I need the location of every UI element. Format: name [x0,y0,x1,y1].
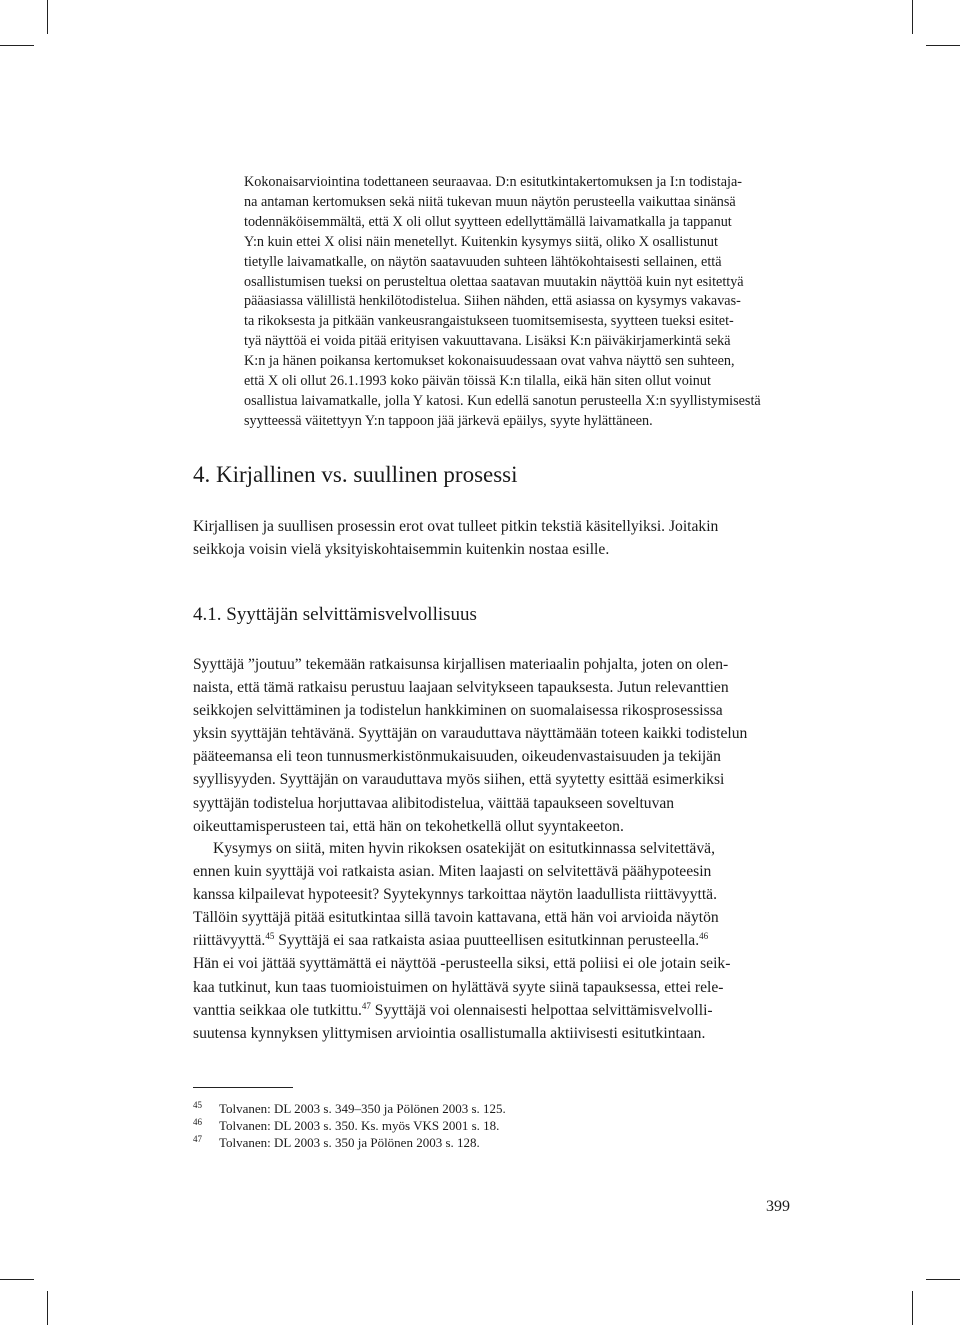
quote-line: tietylle laivamatkalle, on näytön saatavuuden suhteen lähtökohtaisesti sellainen, että [244,253,722,270]
quote-line: tyä näyttöä ei voida pitää erityisen vakuuttavana. Lisäksi K:n päiväkirjamerkintä sekä [244,333,731,350]
body-line: Syyttäjä ”joutuu” tekemään ratkaisunsa kirjallisen materiaalin pohjalta, joten on olen- [193,656,729,673]
body-line: kaa tutkinut, kun taas tuomioistuimen on hylättävä syyte siinä tapauksessa, ettei rele- [193,978,724,996]
body-line: syyllisyyden. Syyttäjän on varauduttava myös siihen, että syytetty esittää esimerkiksi [193,771,725,789]
quote-line: pääasiassa välillistä henkilötodistelua. Siihen nähden, että asiassa on kysymys vakavas- [244,293,741,310]
body-line: Kirjallisen ja suullisen prosessin erot ovat tulleet pitkin tekstiä käsitellyiksi. Joitakin [193,518,719,535]
body-line [193,999,793,1022]
body-line: Tällöin syyttäjä pitää esitutkintaa sillä tavoin kattavana, että hän voi arvioida näytön [193,909,719,927]
footnote-number: 47 [193,1134,202,1144]
body-text: Syyttäjä ei saa ratkaista asiaa puutteellisen esitutkinnan perusteella. [274,932,700,950]
body-line: yksin syyttäjän tehtävänä. Syyttäjän on varauduttava näyttämään toteen kaikki todistelun [193,725,748,743]
body-text: riittävyyttä. [193,932,266,950]
quote-line: osallistua laivamatkalle, jolla Y katosi. Kun edellä sanotun perusteella X:n syyllistymisestä [244,392,761,409]
body-line: seikkojen selvittäminen ja todistelun hankkiminen on suomalaisessa rikosprosessissa [193,702,723,720]
footnote-rule [193,1087,293,1088]
body-line: pääteemansa eli teon tunnusmerkistönmukaisuuden, oikeudenvastaisuuden ja tekijän [193,748,721,766]
footnote-text: Tolvanen: DL 2003 s. 349–350 ja Pölönen 2003 s. 125. [219,1101,506,1116]
section-4-1-paragraph-1 [193,653,793,838]
quote-line: syytteessä väitettyyn Y:n tappoon jää järkevä epäilys, syyte hylättäneen. [244,412,653,429]
body-line: syyttäjän todistelua horjuttavaa alibitodistelua, väittää tapaukseen soveltuvan [193,794,675,812]
body-line: naista, että tämä ratkaisu perustuu laajaan selvitykseen tapauksesta. Jutun relevanttien [193,679,729,697]
section-heading-4: 4. Kirjallinen vs. suullinen prosessi [193,462,518,487]
section-heading-4-1: 4.1. Syyttäjän selvittämisvelvollisuus [193,604,477,625]
quote-line: osallistumisen tueksi on perusteltua olettaa saatavan muutakin näyttöä kuin nyt esitettyä [244,273,744,290]
body-text: Syyttäjä voi olennaisesti helpottaa selvittämisvelvolli- [370,1001,713,1019]
quote-line: että X oli ollut 26.1.1993 koko päivän töissä K:n tilalla, eikä hän siten ollut voinut [244,373,711,390]
quote-line: todennäköisemmältä, että X oli ollut syytteen edellyttämällä laivamatkalla ja tappanut [244,213,732,230]
body-line: oikeuttamisperusteen tai, että hän on tekohetkellä ollut syyntakeeton. [193,817,624,835]
page-number: 399 [766,1198,790,1215]
quote-line: Y:n kuin ettei X olisi näin menetellyt. Kuitenkin kysymys siitä, oliko X osallistunut [244,233,718,250]
footnote-number: 46 [193,1117,202,1127]
footnote-ref-46[interactable]: 46 [699,931,709,942]
body-line: kanssa kilpailevat hypoteesit? Syytekynnys tarkoittaa näytön laadullista riittävyyttä. [193,886,717,904]
body-line: Hän ei voi jättää syyttämättä ei näyttöä -perusteella siksi, että poliisi ei ole jotain seik- [193,955,731,973]
body-text: vanttia seikkaa ole tutkittu. [193,1001,362,1019]
quote-line: K:n ja hänen poikansa kertomukset kokonaisuudessaan ovat vahva näyttö sen suhteen, [244,353,735,370]
section-4-paragraph [193,515,793,561]
body-line: suutensa kynnyksen ylittymisen arviointia osallistumalla aktiivisesti esitutkintaan. [193,1024,706,1042]
footnote-ref-45[interactable]: 45 [265,931,275,942]
footnote-47 [193,1131,480,1151]
quote-line: na antaman kertomuksen sekä niitä tukevan muun näytön perusteella vaikuttaa sinänsä [244,193,736,210]
quote-line: Kokonaisarviointina todettaneen seuraavaa. D:n esitutkintakertomuksen ja I:n todistaja- [244,174,742,190]
footnote-number: 45 [193,1100,202,1110]
body-line: Kysymys on siitä, miten hyvin rikoksen osatekijät on esitutkinnassa selvitettävä, [213,840,715,857]
section-4-1-paragraph-2 [193,837,793,1045]
footnote-text: Tolvanen: DL 2003 s. 350. Ks. myös VKS 2001 s. 18. [219,1118,500,1133]
body-line: ennen kuin syyttäjä voi ratkaista asian. Miten laajasti on selvitettävä päähypoteesin [193,863,712,881]
quote-line: ta rikoksesta ja pitkään vankeusrangaistukseen tuomitsemisesta, syytteen tueksi esitet- [244,313,734,330]
footnote-text: Tolvanen: DL 2003 s. 350 ja Pölönen 2003 s. 128. [219,1135,480,1150]
quoted-judgment-paragraph [244,173,792,432]
footnote-ref-47[interactable]: 47 [361,1000,371,1011]
body-line: seikkoja voisin vielä yksityiskohtaisemmin kuitenkin nostaa esille. [193,541,610,559]
body-line [193,929,793,952]
